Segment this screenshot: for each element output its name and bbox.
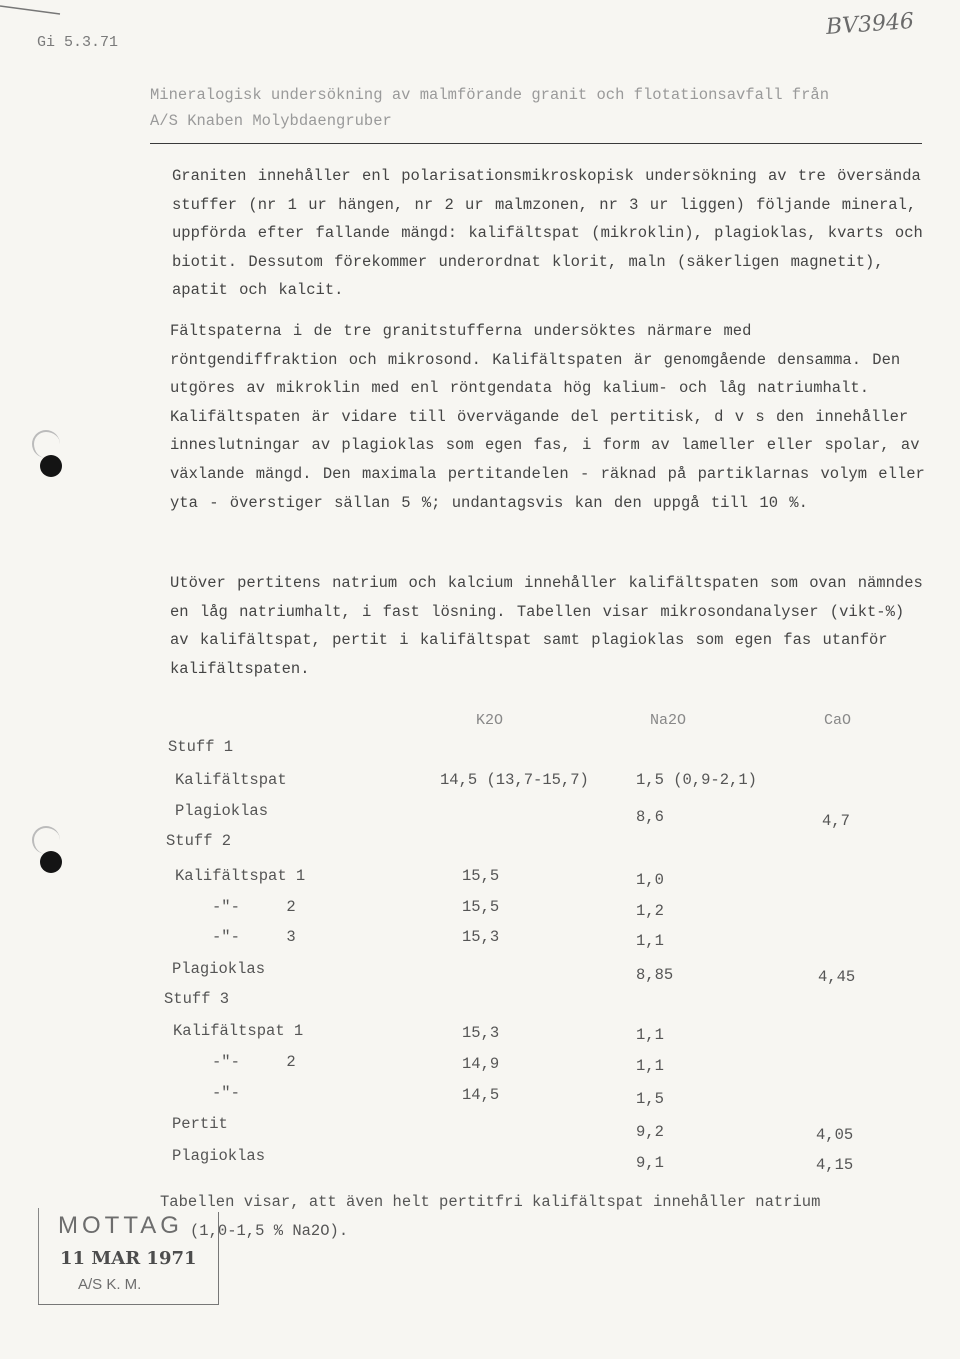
table-row-label: Kalifältspat 1 bbox=[175, 867, 306, 885]
closing-line-1: Tabellen visar, att även helt pertitfri kalifältspat innehåller natrium bbox=[160, 1193, 821, 1211]
column-header-cao: CaO bbox=[824, 712, 852, 729]
table-cell-na2o: 9,1 bbox=[636, 1154, 664, 1172]
table-row-label: Kalifältspat 1 bbox=[173, 1022, 304, 1040]
table-cell-k2o: 15,5 bbox=[462, 867, 500, 885]
table-cell-na2o: 1,1 bbox=[636, 932, 664, 950]
table-row-label: Pertit bbox=[172, 1115, 228, 1133]
table-cell-k2o: 14,9 bbox=[462, 1055, 500, 1073]
table-cell-na2o: 1,1 bbox=[636, 1057, 664, 1075]
table-row-label: -"- 2 bbox=[212, 898, 296, 916]
table-row-label: Plagioklas bbox=[172, 960, 266, 978]
closing-line-2: (1,0-1,5 % Na2O). bbox=[190, 1222, 349, 1240]
table-cell-cao: 4,7 bbox=[822, 812, 850, 830]
table-row-label: Stuff 2 bbox=[166, 832, 232, 850]
table-cell-na2o: 8,85 bbox=[636, 966, 674, 984]
stamp-received-label: MOTTAG bbox=[58, 1212, 183, 1239]
table-cell-k2o: 14,5 bbox=[462, 1086, 500, 1104]
table-row-label: -"- 2 bbox=[212, 1053, 296, 1071]
table-cell-k2o: 15,5 bbox=[462, 898, 500, 916]
table-row-label: -"- 3 bbox=[212, 928, 296, 946]
punch-hole-upper bbox=[40, 455, 62, 477]
table-cell-k2o: 14,5 (13,7-15,7) bbox=[440, 771, 589, 789]
title-line-2: A/S Knaben Molybdaengruber bbox=[150, 112, 392, 130]
title-underline bbox=[150, 143, 922, 144]
table-row-label: Stuff 1 bbox=[168, 738, 234, 756]
document-date: Gi 5.3.71 bbox=[37, 34, 119, 51]
table-cell-cao: 4,45 bbox=[818, 968, 856, 986]
table-row-label: Stuff 3 bbox=[164, 990, 230, 1008]
table-cell-na2o: 1,2 bbox=[636, 902, 664, 920]
column-header-na2o: Na2O bbox=[650, 712, 687, 729]
table-cell-na2o: 1,1 bbox=[636, 1026, 664, 1044]
paragraph-feldspars: Fältspaterna i de tre granitstufferna undersöktes närmare med röntgendiffraktion och mikrosond. Kalifältspaten är genomgående densamma. Den utgöres av mikroklin med enl röntgendata hög kalium- och låg natriumhalt. Kalifältspaten är vidare till övervägande del pertitisk, d v s den innehåller inneslutningar av plagioklas som egen fas, i form av lameller eller spolar, av växlande mängd. Den maximala pertitandelen - räknad på partiklarnas volym eller yta - överstiger sällan 5 %; undantagsvis kan den uppgå till 10 %. bbox=[170, 322, 925, 512]
table-cell-na2o: 8,6 bbox=[636, 808, 664, 826]
punch-hole-arc bbox=[32, 430, 60, 458]
paragraph-sodium: Utöver pertitens natrium och kalcium innehåller kalifältspaten som ovan nämndes en låg natriumhalt, i fast lösning. Tabellen visar mikrosondanalyser (vikt-%) av kalifältspat, pertit i kalifältspat samt plagioklas som egen fas utanför kalifältspaten. bbox=[170, 574, 923, 678]
punch-hole-arc bbox=[32, 826, 60, 854]
table-cell-na2o: 1,5 (0,9-2,1) bbox=[636, 771, 757, 789]
table-cell-na2o: 1,5 bbox=[636, 1090, 664, 1108]
received-stamp bbox=[38, 1212, 219, 1305]
table-cell-k2o: 15,3 bbox=[462, 928, 500, 946]
column-header-k2o: K2O bbox=[476, 712, 504, 729]
table-row-label: Kalifältspat bbox=[175, 771, 287, 789]
handwritten-reference: BV3946 bbox=[825, 8, 915, 41]
table-row-label: Plagioklas bbox=[175, 802, 269, 820]
table-row-label: Plagioklas bbox=[172, 1147, 266, 1165]
table-cell-k2o: 15,3 bbox=[462, 1024, 500, 1042]
title-line-1: Mineralogisk undersökning av malmförande granit och flotationsavfall från bbox=[150, 86, 830, 104]
table-cell-cao: 4,05 bbox=[816, 1126, 854, 1144]
stamp-date: 11 MAR 1971 bbox=[60, 1248, 197, 1269]
punch-hole-lower bbox=[40, 851, 62, 873]
table-cell-cao: 4,15 bbox=[816, 1156, 854, 1174]
table-cell-na2o: 9,2 bbox=[636, 1123, 664, 1141]
paragraph-granite: Graniten innehåller enl polarisationsmikroskopisk undersökning av tre översända stuffer (nr 1 ur hängen, nr 2 ur malmzonen, nr 3 ur liggen) följande mineral, uppförda efter fallande mängd: kalifältspat (mikroklin), plagioklas, kvarts och biotit. Dessutom förekommer underordnat klorit, maln (säkerligen magnetit), apatit och kalcit. bbox=[172, 167, 923, 300]
stamp-company: A/S K. M. bbox=[78, 1276, 142, 1293]
table-row-label: -"- bbox=[212, 1084, 240, 1102]
table-cell-na2o: 1,0 bbox=[636, 871, 664, 889]
